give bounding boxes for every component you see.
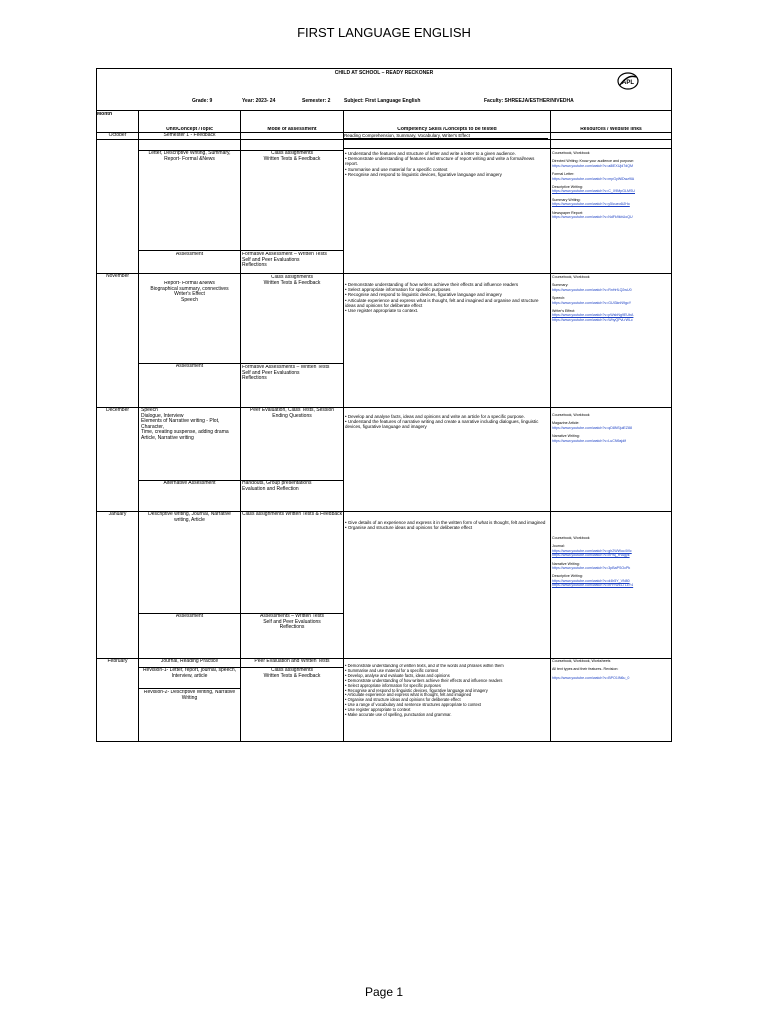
col-divider (138, 110, 139, 741)
resource-books: Coursebook, Workbook, Worksheets (552, 659, 611, 663)
resource-label: Newspaper Report: (552, 210, 583, 215)
resource-link[interactable]: https://www.youtube.com/watch?v=BPO1IN6u_0 (552, 675, 630, 680)
january-assessment-unit: Assessment (175, 614, 204, 619)
resource-label: Journal: (552, 544, 565, 549)
november-resources (552, 275, 670, 322)
october-feedback-competency: Reading Comprehension, Summary, Vocabulary, Writer's Effect (344, 133, 470, 138)
november-assessment-mode: Formative Assessments – Written Tests Self and Peer Evaluations Reflections (242, 365, 330, 382)
january-competency (345, 520, 548, 530)
meta-semester: Semester: 2 (302, 98, 331, 104)
february-competency (345, 664, 548, 718)
resource-label: All text types and their features- Revision: (552, 667, 619, 672)
resource-label: Formal Letter: (552, 172, 575, 177)
header-competency: Competency Skills /Concepts to be tested (397, 127, 497, 132)
resource-books: Coursebook, Workbook (552, 536, 590, 540)
meta-year: Year: 2023- 24 (242, 98, 276, 104)
competency-item: • Develop, analyse and evaluate facts, ideas and opinions (345, 672, 450, 678)
resource-label: Writer's Effect: (552, 309, 576, 314)
december-unit: Speech Dialogue, Interview Elements of Narrative writing - Plot, Character, Time, creating suspense, adding drama Article, Narrative writing (141, 408, 229, 441)
meta-faculty: Faculty: SHREEJA/ESTHER/NIVEDHA (484, 98, 574, 104)
february-revision-2: Revision-2- Descriptive Writing, Narrative Writing (143, 690, 236, 701)
february-unit: Journal, Reading Practice (160, 659, 219, 664)
resource-label: Summary Writing: (552, 197, 581, 202)
month-december: December (105, 408, 130, 413)
row-divider (343, 148, 671, 149)
month-november: November (105, 274, 130, 279)
resource-link[interactable]: https://www.youtube.com/watch?v=a8iEXUjd7dQM (552, 163, 633, 168)
resource-link[interactable]: https://www.youtube.com/watch?v=y5lcueo6lJHo (552, 202, 630, 207)
competency-item: • Select appropriate information for specific purposes (345, 287, 451, 293)
october-competency (345, 151, 548, 177)
header-mode: Mode of assessment (267, 127, 317, 132)
resource-link[interactable]: https://www.youtube.com/watch?v=NdFk9kbUoQU (552, 215, 633, 220)
page-number: Page 1 (364, 985, 404, 999)
november-mode: Class assignments Written Tests & Feedback (263, 275, 321, 286)
resource-books: Coursebook, Workbook (552, 413, 590, 417)
competency-item: • Organise and structure ideas and opinions for deliberate effect (345, 697, 461, 703)
resource-label: Narrative Writing: (552, 561, 580, 566)
competency-item: • Summarise and use material for a specific context (345, 166, 448, 172)
resource-label: Narrative Writing: (552, 434, 580, 439)
january-unit: Descriptive writing, Journal, Narrative writing, Article (148, 512, 231, 523)
competency-item: • Make accurate use of spelling, punctuation and grammar. (345, 712, 452, 718)
competency-item: • Summarise and use material for a specific context (345, 667, 439, 673)
resource-link[interactable]: https://www.youtube.com/watch?v=C_X9MpGLMSU (552, 189, 635, 194)
resource-link[interactable]: https://www.youtube.com/watch?v=gh2WWoc4Vlc https://www.youtube.com/watch?v=nFwj_rHAgyk (552, 548, 632, 558)
header-unit: Unit/Concept /Topic (166, 127, 213, 132)
resource-link[interactable]: https://www.youtube.com/watch?v=pWsbNg9EUbA https://www.youtube.com/watch?v=WhyQPvLrWLc (552, 313, 634, 322)
resource-label: Summary: (552, 283, 569, 288)
resource-link[interactable]: https://www.youtube.com/watch?v=RnHrfLQ2wU0 (552, 287, 632, 292)
competency-item: • Understand the features and structure of letter and write a letter to a given audience. (345, 151, 516, 156)
december-assessment-unit: Alternative Assessment (163, 481, 216, 486)
february-resources (552, 659, 670, 680)
col-divider (343, 110, 344, 741)
row-divider (138, 688, 240, 689)
col-divider (550, 110, 551, 741)
october-assessment-mode: Formative Assessment – Written Tests Self and Peer Evaluations Reflections (242, 252, 327, 269)
resource-books: Coursebook, Workbook (552, 151, 590, 155)
november-unit: Report- Formal &News Biographical summary, connectives Writer's Effect Speech (150, 281, 229, 303)
resource-books: Coursebook, Workbook (552, 275, 590, 279)
row-divider (97, 110, 671, 111)
january-mode: Class assignments Written Tests & Feedback (242, 512, 342, 517)
december-mode: Peer Evaluation, Class Tests, Session Ending Questions (249, 408, 335, 419)
december-assessment-mode: Handouts, Group presentations Evaluation and Reflection (242, 481, 312, 492)
competency-item: • Demonstrate understanding of features and structure of report writing and write a formal/news report. (345, 156, 535, 167)
october-unit: Letter, Descriptive Writing, Summary, Report- Formal &News (148, 151, 231, 162)
competency-item: • Recognise and respond to linguistic devices, figurative language and imagery (345, 687, 488, 693)
school-logo-icon (617, 72, 639, 90)
november-competency (345, 282, 548, 313)
december-resources (552, 413, 670, 443)
col-divider (240, 110, 241, 741)
resource-link[interactable]: https://www.youtube.com/watch?v=mpGyWiDwz9lA (552, 176, 635, 181)
month-january: January (108, 512, 127, 517)
competency-item: • Demonstrate understanding of written texts, and of the words and phrases within them (345, 664, 504, 668)
resource-link[interactable]: https://www.youtube.com/watch?v=GUI3knN9gcY (552, 300, 632, 305)
competency-item: • Recognise and respond to linguistic devices, figurative language and imagery (345, 171, 502, 177)
resource-label: Speech: (552, 296, 566, 301)
resource-link[interactable]: https://www.youtube.com/watch?v=d4h5Y_VN80 https://www.youtube.com/watch?v=hHYWELTLcY4 (552, 578, 634, 588)
resource-link[interactable]: https://www.youtube.com/watch?v=3pBaPSOcPk (552, 566, 631, 571)
february-mode-2: Class assignments Written Tests & Feedback (263, 668, 321, 679)
competency-item: • Select appropriate information for specific purposes (345, 682, 441, 688)
month-february: February (107, 659, 128, 664)
competency-item: • Organise and structure ideas and opinions for deliberate effect (345, 525, 473, 531)
resource-label: Magazine Article: (552, 421, 580, 426)
january-assessment-mode: Assessments – Written Tests Self and Peer Evaluations Reflections (259, 614, 324, 631)
row-divider (97, 273, 671, 274)
resource-label: Descriptive Writing: (552, 574, 583, 579)
resource-label: Descriptive Writing: (552, 185, 583, 190)
resource-link[interactable]: https://www.youtube.com/watch?v=qD8NSjuiEZ88 (552, 425, 632, 430)
row-divider (97, 139, 671, 140)
competency-item: • Recognise and respond to linguistic devices, figurative language and imagery (345, 292, 502, 298)
december-competency (345, 414, 548, 430)
month-october: October (108, 133, 127, 138)
meta-subject: Subject: First Language English (344, 98, 421, 104)
header-month: Month (97, 112, 112, 117)
ready-reckoner-sheet (96, 68, 672, 742)
logo-text: APL (622, 80, 634, 86)
resource-label: Directed Writing: Know your audience and purpose: (552, 159, 635, 164)
competency-item: • Give details of an experience and express it in the written form of what is thought, felt and imagined (345, 520, 546, 525)
competency-item: • Demonstrate understanding of how writers achieve their effects and influence readers (345, 282, 519, 287)
october-feedback-unit: Semester 1 - Feedback (163, 133, 216, 138)
february-mode: Peer Evaluation and Written Tests (254, 659, 330, 664)
october-assessment-unit: Assessment (175, 252, 204, 257)
february-revision-1: Revision-1- Letter, report, journal, speech, Interview, article (142, 668, 237, 679)
competency-item: • Use register appropriate to context (345, 707, 411, 713)
competency-item: • Develop and analyse facts, ideas and opinions and write an article for a specific purpose. (345, 414, 525, 419)
competency-item: • Demonstrate understanding of how writers achieve their effects and influence readers (345, 677, 503, 683)
header-resources: Resources / Website links (580, 127, 642, 132)
competency-item: • Use register appropriate to context. (345, 308, 419, 314)
resource-link[interactable]: https://www.youtube.com/watch?v=LuCN9ajdif (552, 438, 627, 443)
competency-item: • Articulate experience and express what is thought, felt and imagined (345, 692, 472, 698)
october-resources (552, 151, 670, 219)
january-resources (552, 536, 670, 588)
competency-item: • Use a range of vocabulary and sentence structures appropriate to context (345, 702, 481, 708)
reckoner-title: CHILD AT SCHOOL – READY RECKONER (334, 70, 434, 76)
october-mode: Class assignments Written Tests & Feedback (263, 151, 321, 162)
competency-item: • Articulate experience and express what is thought, felt and imagined and organise and structure ideas and opinions for deliberate effect (345, 297, 539, 308)
meta-grade: Grade: 9 (192, 98, 213, 104)
document-title: FIRST LANGUAGE ENGLISH (297, 25, 471, 40)
november-assessment-unit: Assessment (175, 364, 204, 369)
competency-item: • Understand the features of narrative writing and create a narrative including dialogues, linguistic devices, figurative language and imagery (345, 419, 539, 430)
